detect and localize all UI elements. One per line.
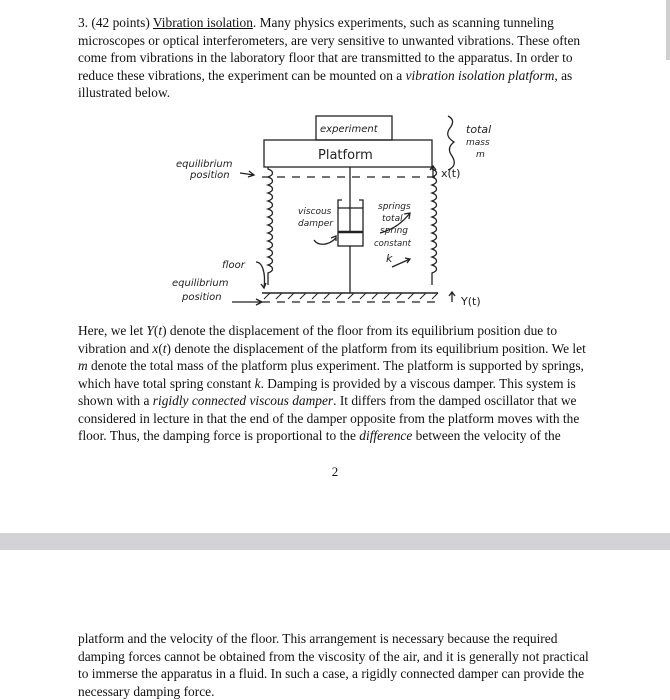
floor-label: floor <box>222 260 245 271</box>
problem-body <box>78 322 598 445</box>
y-label: Y(t) <box>461 295 481 308</box>
y-arrow <box>449 292 455 302</box>
eq-bottom-label-1: equilibrium <box>172 278 229 289</box>
eq-top-label-1: equilibrium <box>176 159 233 170</box>
body-text-6: . It differs from the damped oscillator that we considered in lecture in that the end of the damper opposite from the platform moves with the floor. Thus, the damping force is proportional to the <box>78 393 580 443</box>
rigid-emphasis: rigidly connected viscous damper <box>152 393 334 408</box>
paren-open-2: ( <box>158 340 163 356</box>
page-number: 2 <box>331 464 339 479</box>
paren-close-1: ) <box>162 323 167 338</box>
problem-points: (42 points) <box>91 15 150 30</box>
total-mass-label-3: m <box>476 150 485 160</box>
var-m: m <box>78 358 88 373</box>
intro-emphasis: vibration isolation platform <box>405 67 555 83</box>
paren-open-1: ( <box>153 323 159 338</box>
body-text-1: Here, we let <box>78 323 147 338</box>
eq-top-label-2: position <box>190 170 230 181</box>
page-gap <box>0 533 670 550</box>
scrollbar[interactable] <box>666 0 670 60</box>
springs-label-3: spring <box>380 226 409 236</box>
right-spring <box>432 167 437 285</box>
var-k: k <box>254 375 261 391</box>
k-label: k <box>386 252 393 265</box>
springs-label-4: constant <box>374 239 411 249</box>
total-mass-label-2: mass <box>466 138 490 148</box>
floor-hatching <box>264 293 438 299</box>
mass-brace <box>448 116 455 170</box>
var-t-2: t <box>162 340 167 356</box>
springs-label-2: total <box>382 214 403 224</box>
experiment-label: experiment <box>320 124 378 135</box>
platform-label: Platform <box>318 148 373 163</box>
problem-number: 3. <box>78 15 89 30</box>
body-text-7: between the velocity of the <box>412 428 561 443</box>
paren-close-2: ) <box>166 340 171 356</box>
problem-intro <box>78 14 598 102</box>
body-text-5: . Damping is provided by a viscous damper. This system is shown with a <box>78 375 576 408</box>
viscous-label-1: viscous <box>298 207 332 217</box>
body-text-2: denote the displacement of the floor from its equilibrium position due to vibration and <box>78 323 558 356</box>
left-spring <box>268 167 273 285</box>
var-x: x <box>152 340 159 356</box>
viscous-label-2: damper <box>298 219 333 229</box>
intro-text-a: . Many physics experiments, such as scanning tunneling microscopes or optical interferometers, are very sensitive to unwanted vibrations. These often come from vibrations in the laboratory floor that are transmitted to the apparatus. In order to reduce these vibrations, the experiment can be mounted on a <box>78 15 581 83</box>
var-Y: Y <box>146 323 154 338</box>
eq-bottom-label-2: position <box>182 292 222 303</box>
var-t-1: t <box>158 323 163 338</box>
problem-title: Vibration isolation <box>152 15 253 30</box>
body-text-4: denote the total mass of the platform plus experiment. The platform is supported by springs, which have total spring constant <box>78 358 584 391</box>
total-mass-label-1: total <box>466 123 492 136</box>
x-label: x(t) <box>441 167 461 180</box>
k-arrow <box>392 258 410 267</box>
eq-arrow-bottom <box>232 299 262 305</box>
vibration-isolation-figure <box>0 100 670 320</box>
floor-arrow <box>256 262 266 288</box>
body-text-3: denote the displacement of the platform from its equilibrium position. We let <box>171 340 586 356</box>
eq-arrow-top <box>240 171 254 177</box>
viscous-arrow <box>314 236 336 244</box>
difference-emphasis: difference <box>359 428 413 443</box>
continuation-paragraph: platform and the velocity of the floor. This arrangement is necessary because the required damping forces cannot be obtained from the viscosity of the air, and it is generally not practical to immerse the apparatus in a fluid. In such a case, a rigidly connected damper can provide the necessary damping force. <box>78 631 589 699</box>
springs-label-1: springs <box>378 202 411 212</box>
intro-text-b: , as illustrated below. <box>78 67 573 100</box>
